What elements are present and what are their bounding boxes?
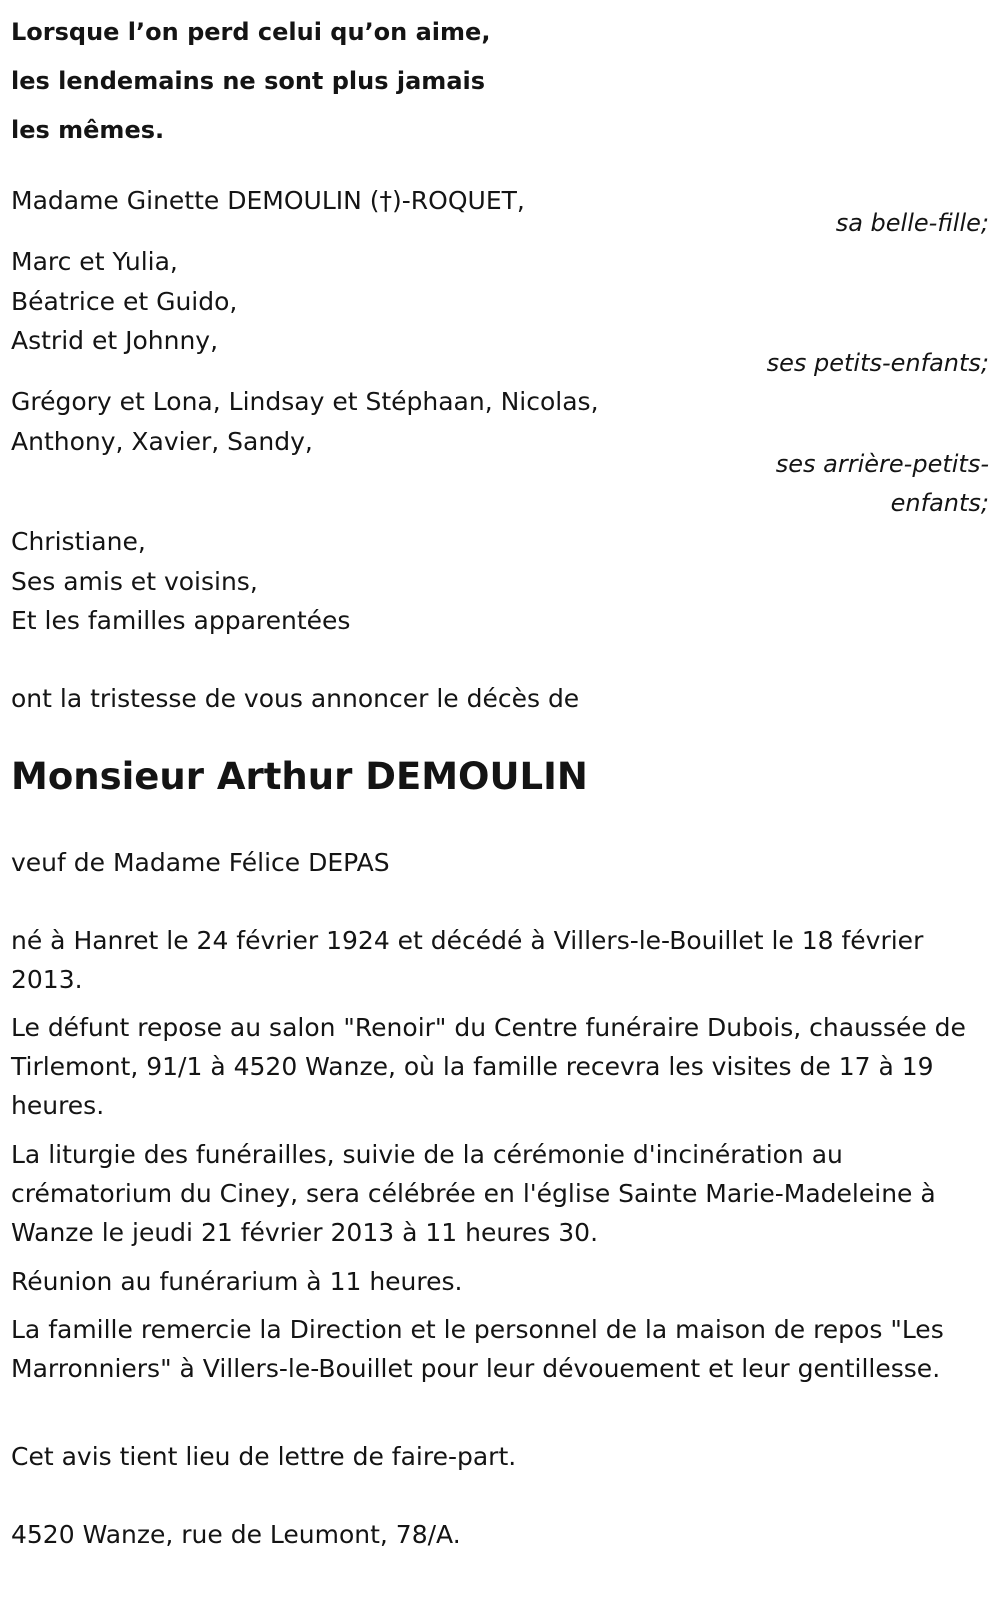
meeting-paragraph: Réunion au funérarium à 11 heures. bbox=[11, 1267, 463, 1296]
grandchildren-relation: ses petits-enfants; bbox=[766, 349, 989, 377]
notice-paragraph: Cet avis tient lieu de lettre de faire-part. bbox=[11, 1442, 517, 1471]
great-grandchildren-relation: ses arrière-petits- enfants; bbox=[775, 450, 989, 517]
list-item: Ses amis et voisins, bbox=[11, 566, 258, 596]
daughter-in-law-relation: sa belle-fille; bbox=[835, 209, 989, 237]
thanks-paragraph: La famille remercie la Direction et le personnel de la maison de repos "Les Marronniers" à Villers-le-Bouillet pour leur dévouement et leur gentillesse. bbox=[11, 1315, 944, 1383]
great-grandchildren-list bbox=[11, 382, 599, 461]
grandchildren-list bbox=[11, 242, 237, 361]
deceased-name: Monsieur Arthur DEMOULIN bbox=[11, 755, 588, 798]
birth-death-paragraph: né à Hanret le 24 février 1924 et décédé à Villers-le-Bouillet le 18 février 2013. bbox=[11, 926, 924, 994]
list-item: Christiane, bbox=[11, 527, 146, 556]
liturgy-paragraph: La liturgie des funérailles, suivie de la cérémonie d'incinération au crématorium du Ciney, sera célébrée en l'église Sainte Marie-Madeleine à Wanze le jeudi 21 février 2013 à 11 heures 30. bbox=[11, 1140, 936, 1247]
address-paragraph: 4520 Wanze, rue de Leumont, 78/A. bbox=[11, 1520, 461, 1549]
rest-paragraph: Le défunt repose au salon "Renoir" du Centre funéraire Dubois, chaussée de Tirlemont, 91/1 à 4520 Wanze, où la famille recevra les visites de 17 à 19 heures. bbox=[11, 1013, 966, 1120]
list-item: Et les familles apparentées bbox=[11, 606, 351, 635]
list-item: Anthony, Xavier, Sandy, bbox=[11, 426, 313, 456]
opening-poem bbox=[11, 8, 490, 155]
poem-line: Lorsque l’on perd celui qu’on aime, bbox=[11, 18, 491, 46]
list-item: Astrid et Johnny, bbox=[11, 326, 219, 355]
daughter-in-law-name: Madame Ginette DEMOULIN (†)-ROQUET, bbox=[11, 186, 525, 215]
list-item: Grégory et Lona, Lindsay et Stéphaan, Nicolas, bbox=[11, 387, 599, 416]
poem-line: les lendemains ne sont plus jamais bbox=[11, 67, 486, 95]
announcement-text: ont la tristesse de vous annoncer le décès de bbox=[11, 684, 580, 713]
widower-of: veuf de Madame Félice DEPAS bbox=[11, 848, 390, 877]
other-relatives-list bbox=[11, 522, 350, 641]
poem-line: les mêmes. bbox=[11, 116, 165, 144]
list-item: Marc et Yulia, bbox=[11, 247, 178, 276]
list-item: Béatrice et Guido, bbox=[11, 286, 238, 316]
